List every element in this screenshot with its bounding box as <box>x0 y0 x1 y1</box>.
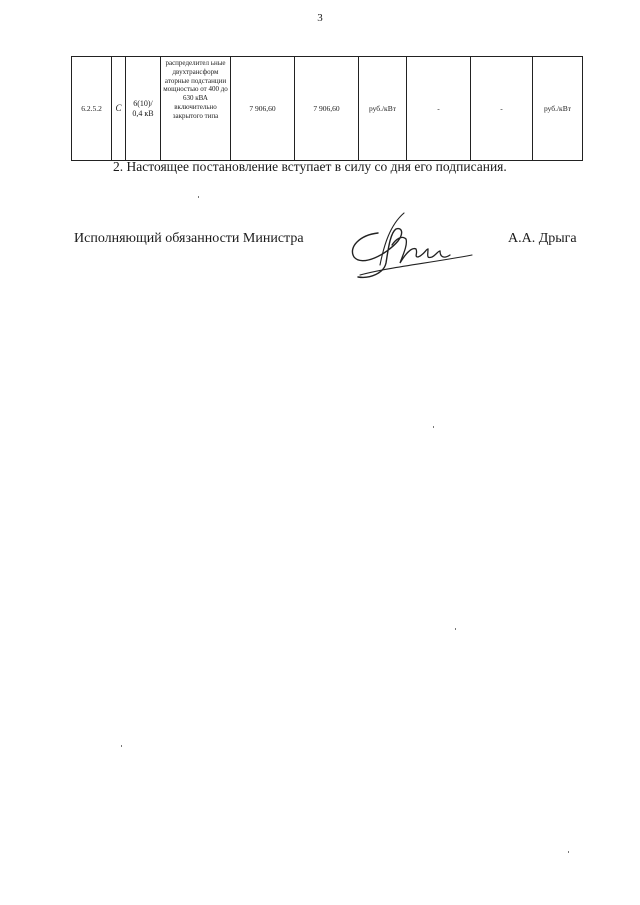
cell-category: С <box>112 57 126 161</box>
scan-speck <box>568 851 569 853</box>
scan-speck <box>198 196 199 198</box>
table-row <box>72 57 583 161</box>
cell-description: распределител ьные двухтрансформ аторные подстанции мощностью от 400 до 630 кВА включительно закрытого типа <box>161 57 231 161</box>
voltage-line-2: 0,4 кВ <box>132 108 154 118</box>
cell-dash-1: - <box>407 57 471 161</box>
tariff-table <box>71 56 583 161</box>
cell-unit-1: руб./кВт <box>359 57 407 161</box>
handwritten-signature <box>340 205 490 285</box>
scan-speck <box>455 628 456 630</box>
signatory-title: Исполняющий обязанности Министра <box>74 231 304 246</box>
cell-unit-2: руб./кВт <box>533 57 583 161</box>
cell-value-2: 7 906,60 <box>295 57 359 161</box>
cell-dash-2: - <box>471 57 533 161</box>
cell-value-1: 7 906,60 <box>231 57 295 161</box>
scan-speck <box>433 426 434 428</box>
signatory-name: А.А. Дрыга <box>508 231 577 246</box>
page-number: 3 <box>317 12 323 24</box>
cell-code: 6.2.5.2 <box>72 57 112 161</box>
cell-voltage <box>126 57 161 161</box>
scan-speck <box>121 745 122 747</box>
voltage-line-1: 6(10)/ <box>133 98 153 108</box>
point-2-text: 2. Настоящее постановление вступает в силу со дня его подписания. <box>113 159 507 174</box>
